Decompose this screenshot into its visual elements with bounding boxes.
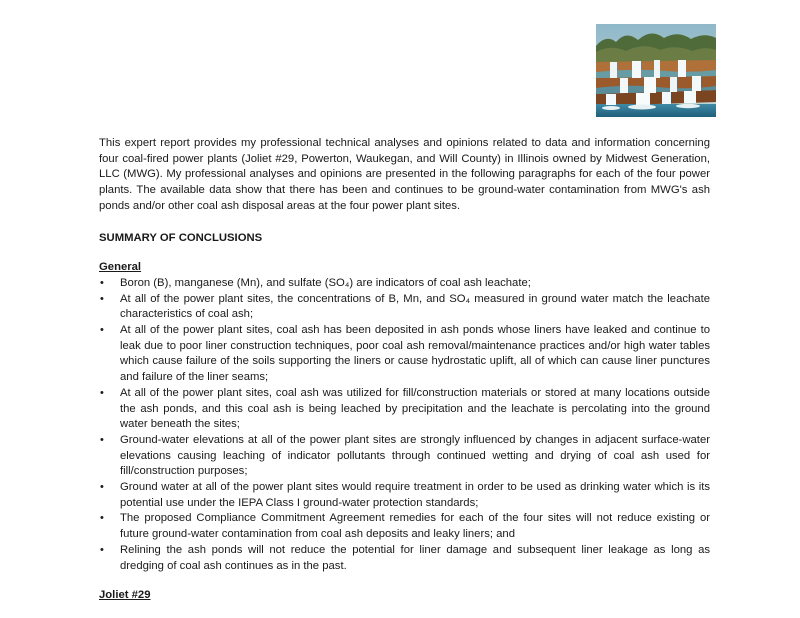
intro-paragraph: This expert report provides my professional technical analyses and opinions related to data and information concerning four coal-fired power plants (Joliet #29, Powerton, Waukegan, and Will County) in Illinois owned by Midwest Generation, LLC (MWG). My professional analyses and opinions are presented in the following paragraphs for each of the four power plants. The available data show that there has been and continues to be ground-water contamination from MWG's ash ponds and/or other coal ash disposal areas at the four power plant sites. bbox=[99, 137, 710, 212]
list-item bbox=[99, 511, 710, 542]
waterfall-image bbox=[596, 24, 716, 117]
bullet-icon: • bbox=[100, 276, 104, 289]
general-heading: General bbox=[99, 261, 142, 274]
bullet-icon: • bbox=[100, 386, 104, 399]
list-item bbox=[99, 433, 710, 480]
list-item bbox=[99, 323, 710, 386]
summary-heading: SUMMARY OF CONCLUSIONS bbox=[99, 231, 263, 244]
report-body bbox=[99, 136, 710, 604]
bullet-icon: • bbox=[100, 433, 104, 446]
list-item-text: Ground-water elevations at all of the power plant sites are strongly influenced by changes in adjacent surface-water elevations causing leaching of indicator pollutants through continued wetting and drying of coal ash used for fill/construction purposes; bbox=[120, 433, 710, 478]
general-conclusions-list bbox=[99, 276, 710, 574]
list-item-text: Ground water at all of the power plant sites would require treatment in order to be used as drinking water which is its potential use under the IEPA Class I ground-water protection standards; bbox=[120, 481, 710, 509]
waterfall-photo bbox=[596, 24, 716, 117]
bullet-icon: • bbox=[100, 292, 104, 305]
list-item bbox=[99, 276, 710, 292]
list-item bbox=[99, 386, 710, 433]
bullet-icon: • bbox=[100, 481, 104, 494]
list-item-text: Boron (B), manganese (Mn), and sulfate (SO₄) are indicators of coal ash leachate; bbox=[120, 276, 531, 289]
list-item bbox=[99, 292, 710, 323]
list-item bbox=[99, 543, 710, 574]
bullet-icon: • bbox=[100, 512, 104, 525]
list-item-text: At all of the power plant sites, coal ash has been deposited in ash ponds whose liners have leaked and continue to leak due to poor liner construction techniques, poor coal ash removal/maintenance practices and/or high water tables which cause failure of the soils supporting the liners or cause hydrostatic uplift, all of which can cause liner punctures and failure of the liner seams; bbox=[120, 324, 710, 384]
bullet-icon: • bbox=[100, 324, 104, 337]
list-item-text: At all of the power plant sites, the concentrations of B, Mn, and SO₄ measured in ground water match the leachate characteristics of coal ash; bbox=[120, 292, 710, 321]
bullet-icon: • bbox=[100, 543, 104, 556]
joliet-29-heading: Joliet #29 bbox=[99, 589, 151, 602]
list-item-text: At all of the power plant sites, coal ash was utilized for fill/construction materials or stored at many locations outside the ash ponds, and this coal ash is being leached by precipitation and the leachate is percolating into the ground water beneath the sites; bbox=[120, 386, 710, 431]
list-item bbox=[99, 480, 710, 511]
list-item-text: Relining the ash ponds will not reduce the potential for liner damage and subsequent liner leakage as long as dredging of coal ash continues as in the past. bbox=[120, 543, 710, 572]
list-item-text: The proposed Compliance Commitment Agreement remedies for each of the four sites will not reduce existing or future ground-water contamination from coal ash deposits and leaky liners; and bbox=[120, 512, 710, 541]
